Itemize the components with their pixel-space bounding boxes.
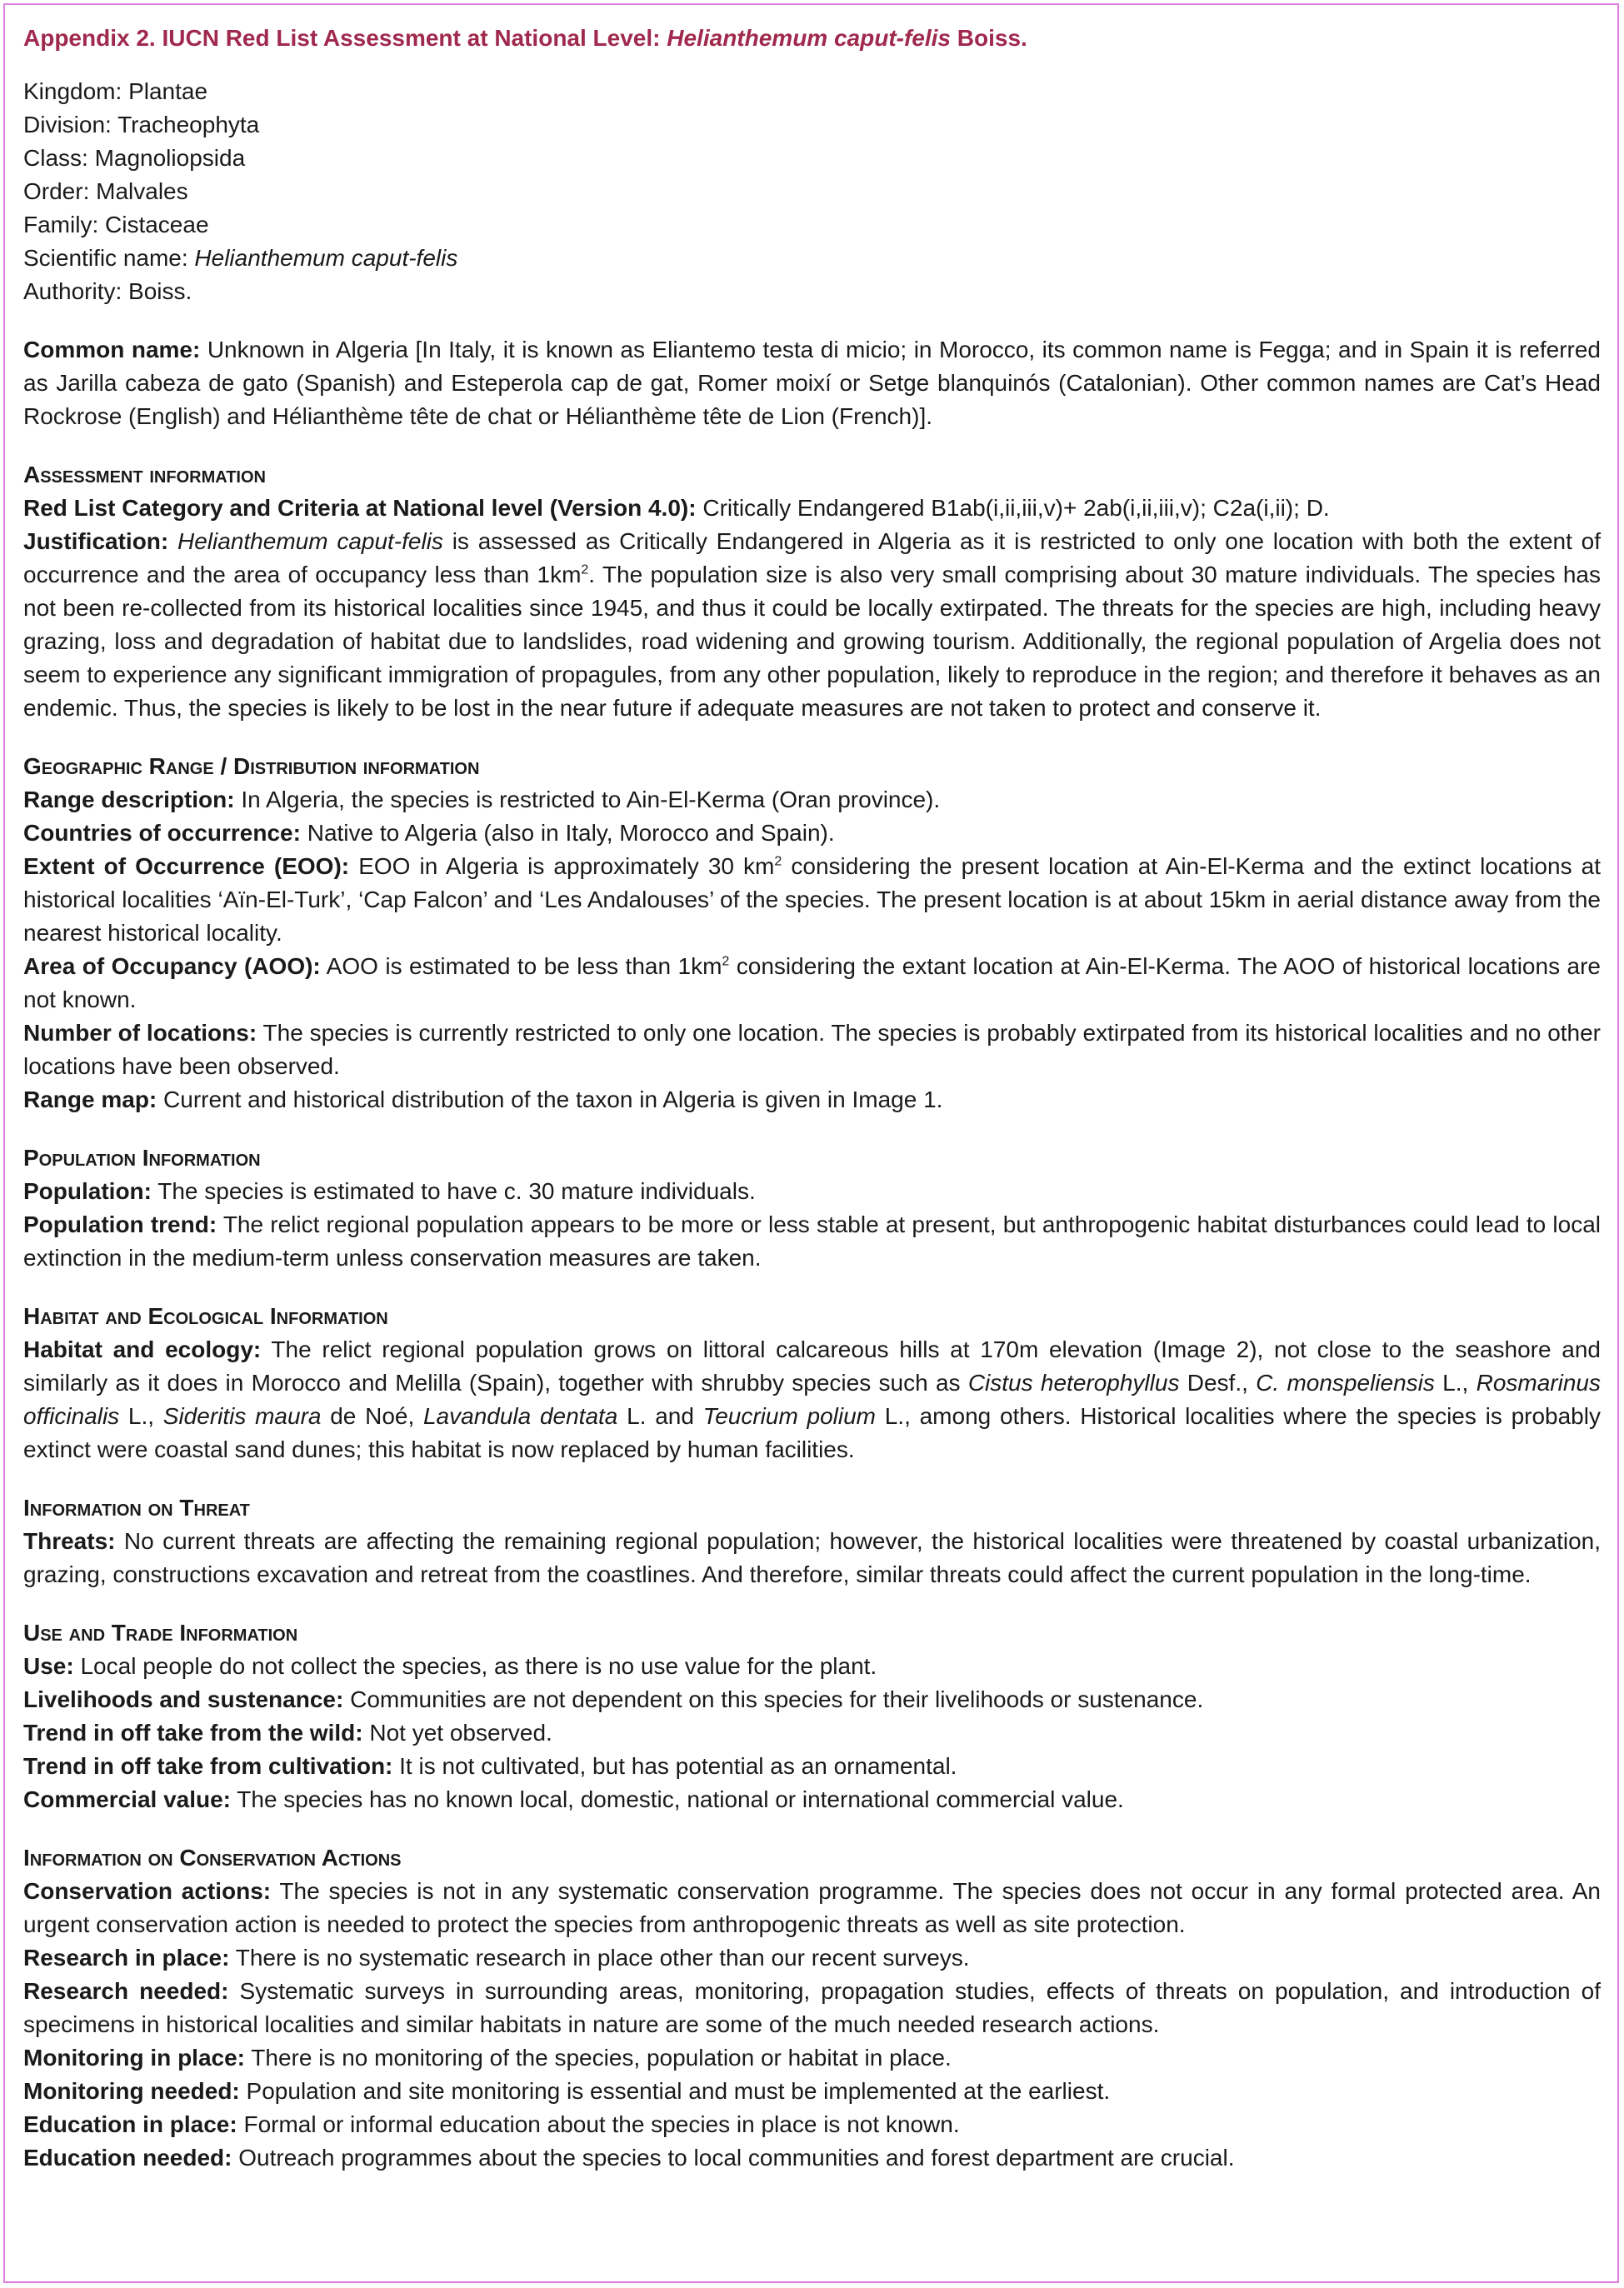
kingdom: Kingdom: Plantae xyxy=(23,78,208,104)
education-in-place: Education in place: Formal or informal education about the species in place is not known. xyxy=(23,2111,960,2137)
red-list-category: Red List Category and Criteria at National level (Version 4.0): Critically Endangered B1ab(i,ii,iii,v)+ 2ab(i,ii,iii,v); C2a(i,ii); D. xyxy=(23,495,1330,521)
taxonomy-block xyxy=(23,75,1601,308)
section-heading: Information on Conservation Actions xyxy=(23,1845,402,1871)
habitat-section xyxy=(23,1300,1601,1466)
section-heading: Habitat and Ecological Information xyxy=(23,1303,388,1329)
threat-section xyxy=(23,1491,1601,1591)
monitoring-in-place: Monitoring in place: There is no monitoring of the species, population or habitat in place. xyxy=(23,2045,952,2071)
section-heading: Use and Trade Information xyxy=(23,1620,298,1646)
area-of-occupancy: Area of Occupancy (AOO): AOO is estimated to be less than $1km^2$ considering the extant location at Ain-El-Kerma. The AOO of historical locations are not known. xyxy=(23,953,1602,1012)
assessment-section xyxy=(23,458,1601,725)
conservation-section xyxy=(23,1841,1601,2175)
section-heading: Information on Threat xyxy=(23,1495,250,1521)
use-trade-section xyxy=(23,1616,1601,1816)
population-section xyxy=(23,1142,1601,1275)
section-heading: Population Information xyxy=(23,1145,261,1171)
research-needed: Research needed: Systematic surveys in surrounding areas, monitoring, propagation studies, effects of threats on population, and introduction of specimens in historical localities and similar habitats in nature are some of the much needed research actions. xyxy=(23,1978,1601,2037)
common-name: Common name: Unknown in Algeria [In Italy, it is known as Eliantemo testa di micio; in Morocco, its common name is Fegga; and in Spain it is referred as Jarilla cabeza de gato (Spanish) and Esteperola cap de gat, Romer moixí or Setge blanquinós (Catalonian). Other common names are Cat’s Head Rockrose (English) and Hélianthème tête de chat or Hélianthème tête de Lion (French)]. xyxy=(23,337,1601,429)
livelihoods: Livelihoods and sustenance: Communities are not dependent on this species for their livelihoods or sustenance. xyxy=(23,1686,1204,1712)
document-title: Appendix 2. IUCN Red List Assessment at National Level: Helianthemum caput-felis Boiss. xyxy=(23,25,1027,51)
order: Order: Malvales xyxy=(23,178,188,204)
trend-wild: Trend in off take from the wild: Not yet observed. xyxy=(23,1720,552,1746)
division: Division: Tracheophyta xyxy=(23,112,260,137)
extent-of-occurrence: Extent of Occurrence (EOO): EOO in Algeria is approximately 30 $km^2$ considering the present location at Ain-El-Kerma and the extinct locations at historical localities ‘Aïn-El-Turk’, ‘Cap Falcon’ and ‘Les Andalouses’ of the species. The present location is at about 15km in aerial distance away from the nearest historical locality. xyxy=(23,853,1602,946)
range-description: Range description: In Algeria, the species is restricted to Ain-El-Kerma (Oran province). xyxy=(23,787,941,812)
geographic-section xyxy=(23,750,1601,1117)
trend-cultivation: Trend in off take from cultivation: It is not cultivated, but has potential as an ornamental. xyxy=(23,1753,957,1779)
authority: Authority: Boiss. xyxy=(23,278,192,304)
document-page xyxy=(3,3,1619,2283)
use: Use: Local people do not collect the species, as there is no use value for the plant. xyxy=(23,1653,877,1679)
common-name-section xyxy=(23,333,1601,433)
justification: Justification: Helianthemum caput-felis is assessed as Critically Endangered in Algeria as it is restricted to only one location with both the extent of occurrence and the area of occupancy less than $1km^2$. The population size is also very small comprising about 30 mature individuals. The species has not been re-collected from its historical localities since 1945, and thus it could be locally extirpated. The threats for the species are high, including heavy grazing, loss and degradation of habitat due to landslides, road widening and growing tourism. Additionally, the regional population of Argelia does not seem to experience any significant immigration of propagules, from any other population, likely to reproduce in the region; and therefore it behaves as an endemic. Thus, the species is likely to be lost in the near future if adequate measures are not taken to protect and conserve it. xyxy=(23,528,1602,721)
number-of-locations: Number of locations: The species is currently restricted to only one location. The species is probably extirpated from its historical localities and no other locations have been observed. xyxy=(23,1020,1602,1079)
family: Family: Cistaceae xyxy=(23,212,209,237)
habitat-ecology: Habitat and ecology: The relict regional population grows on littoral calcareous hills at 170m elevation (Image 2), not close to the seashore and similarly as it does in Morocco and Melilla (Spain), together with shrubby species such as Cistus heterophyllus Desf., C. monspeliensis L., Rosmarinus officinalis L., Sideritis maura de Noé, Lavandula dentata L. and Teucrium polium L., among others. Historical localities where the species is probably extinct were coastal sand dunes; this habitat is now replaced by human facilities. xyxy=(23,1336,1601,1462)
section-heading: Geographic Range / Distribution information xyxy=(23,753,480,779)
commercial-value: Commercial value: The species has no known local, domestic, national or international commercial value. xyxy=(23,1786,1124,1812)
population: Population: The species is estimated to have c. 30 mature individuals. xyxy=(23,1178,756,1204)
title-species: Helianthemum caput-felis xyxy=(667,25,951,51)
scientific-name: Scientific name: Helianthemum caput-felis xyxy=(23,245,458,271)
range-map: Range map: Current and historical distribution of the taxon in Algeria is given in Image 1. xyxy=(23,1087,943,1112)
population-trend: Population trend: The relict regional population appears to be more or less stable at present, but anthropogenic habitat disturbances could lead to local extinction in the medium-term unless conservation measures are taken. xyxy=(23,1211,1601,1271)
conservation-actions: Conservation actions: The species is not in any systematic conservation programme. The species does not occur in any formal protected area. An urgent conservation action is needed to protect the species from anthropogenic threats as well as site protection. xyxy=(23,1878,1602,1937)
research-in-place: Research in place: There is no systematic research in place other than our recent surveys. xyxy=(23,1945,970,1971)
countries-of-occurrence: Countries of occurrence: Native to Algeria (also in Italy, Morocco and Spain). xyxy=(23,820,835,846)
monitoring-needed: Monitoring needed: Population and site monitoring is essential and must be implemented at the earliest. xyxy=(23,2078,1111,2104)
class: Class: Magnoliopsida xyxy=(23,145,246,171)
education-needed: Education needed: Outreach programmes about the species to local communities and forest department are crucial. xyxy=(23,2145,1235,2171)
threats: Threats: No current threats are affecting the remaining regional population; however, the historical localities were threatened by coastal urbanization, grazing, constructions excavation and retreat from the coastlines. And therefore, similar threats could affect the current population in the long-time. xyxy=(23,1528,1601,1587)
section-heading: Assessment information xyxy=(23,462,266,487)
